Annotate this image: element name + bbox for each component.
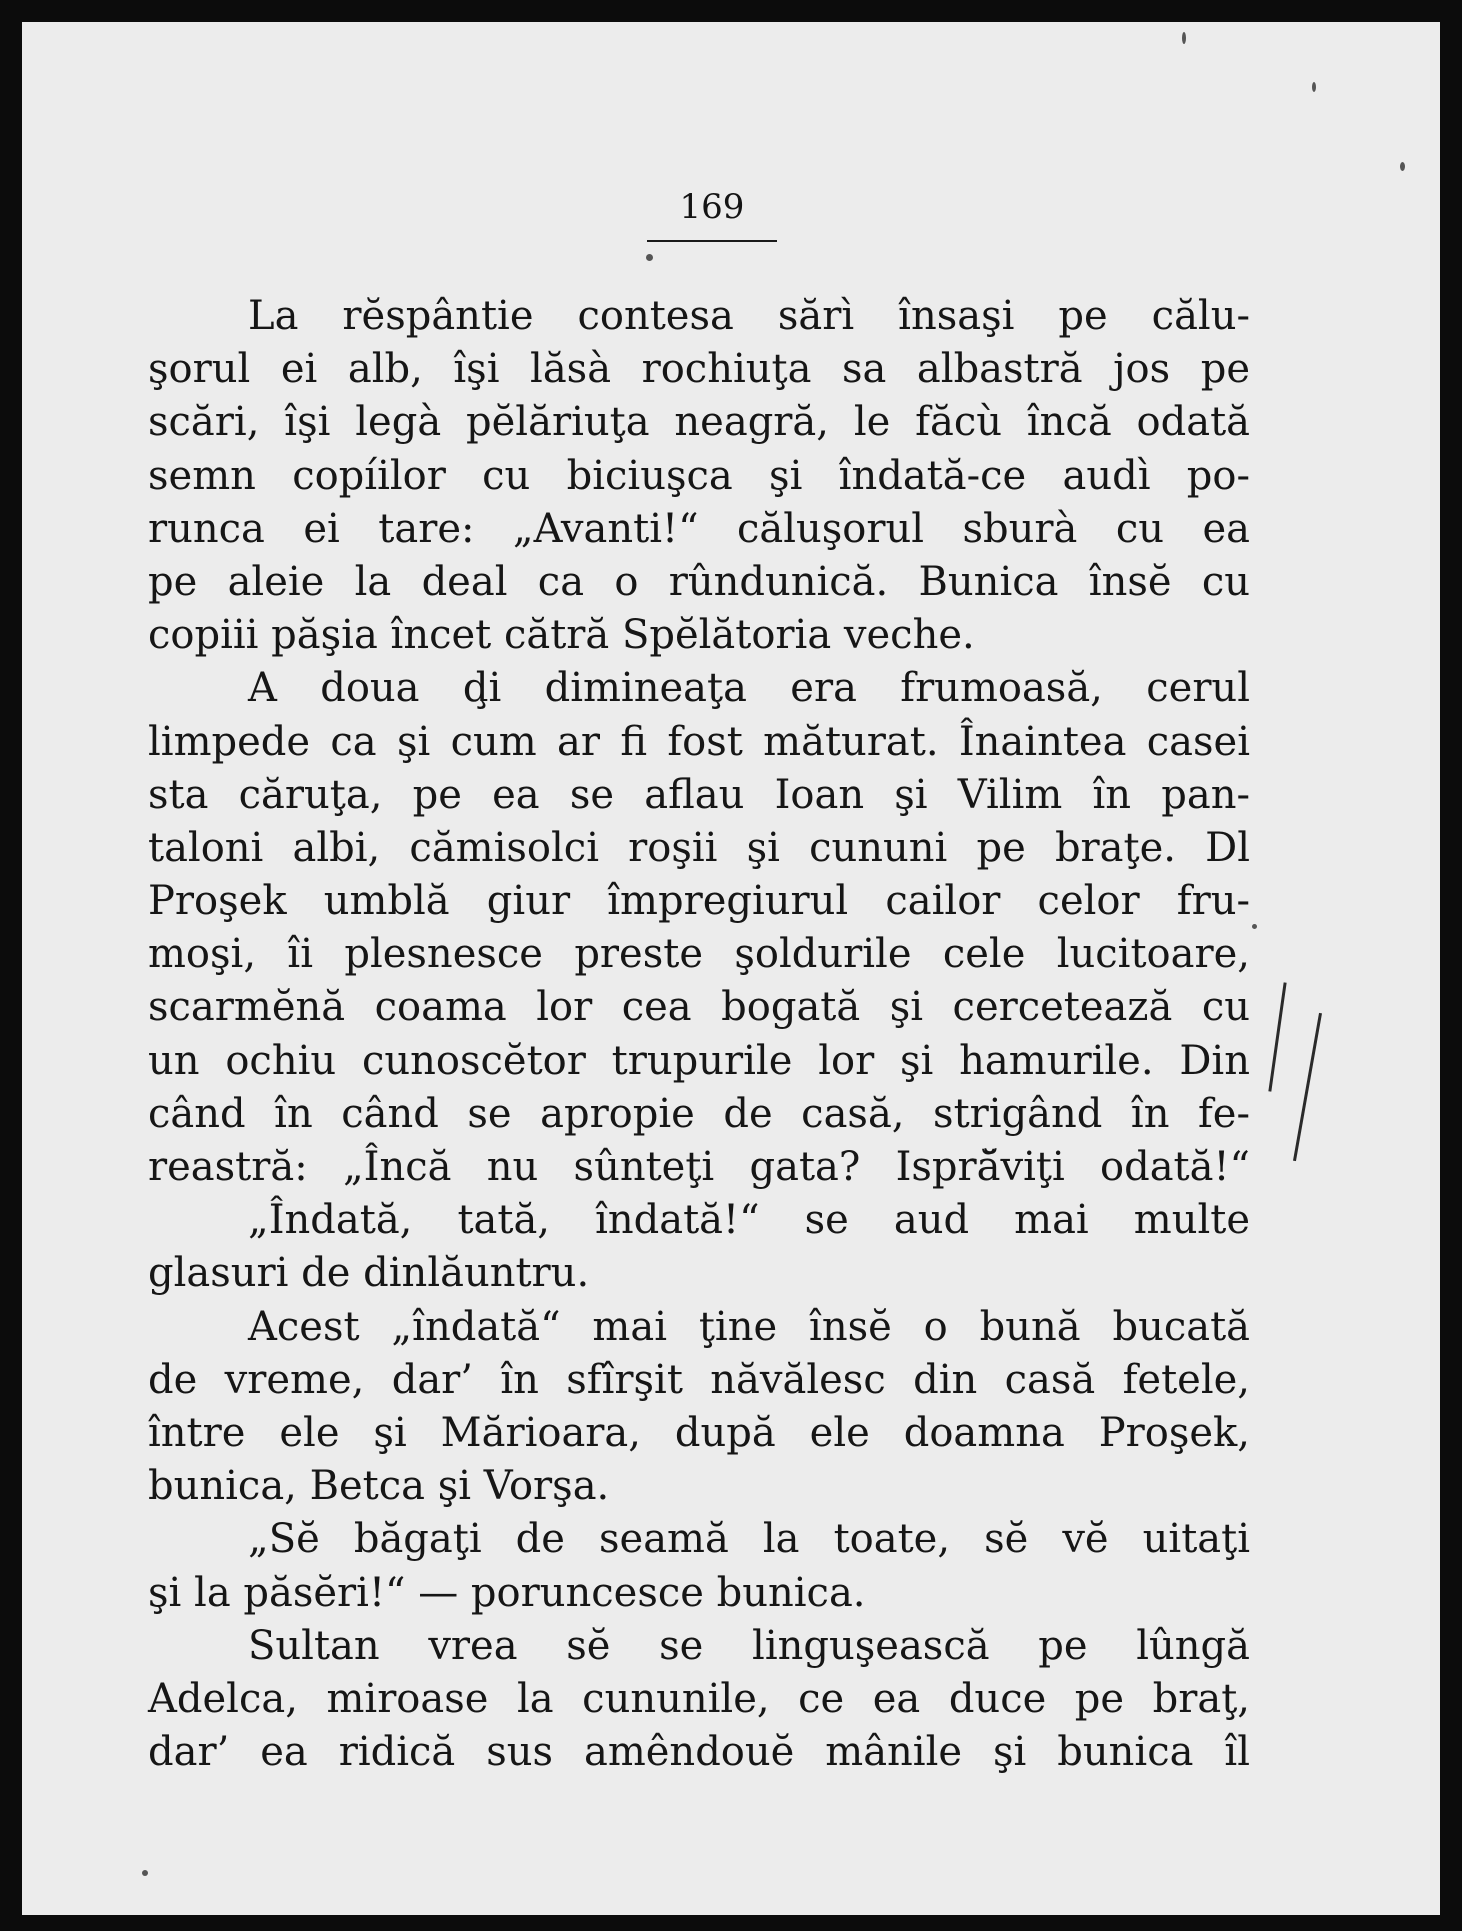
text-line: bunica, Betca şi Vorşa. bbox=[148, 1463, 610, 1510]
text-line: Sultan vrea sĕ se linguşească pe lûngă bbox=[248, 1622, 1250, 1669]
scan-speck bbox=[1312, 82, 1316, 92]
text-line: scări, îşi legà pĕlăriuţa neagră, le făcù încă odată bbox=[148, 399, 1250, 446]
text-line: copiii păşia încet cătră Spĕlătoria veche. bbox=[148, 612, 975, 659]
text-line: „Sĕ băgaţi de seamă la toate, sĕ vĕ uitaţi bbox=[248, 1516, 1250, 1563]
text-line: Adelca, miroase la cununile, ce ea duce pe braţ, bbox=[148, 1675, 1250, 1722]
text-line: de vreme, dar’ în sfîrşit năvălesc din casă fetele, bbox=[148, 1356, 1250, 1403]
text-line: moşi, îi plesnesce preste şoldurile cele lucitoare, bbox=[148, 931, 1250, 978]
text-line: scarmĕnă coama lor cea bogată şi cercetează cu bbox=[148, 984, 1250, 1031]
book-page bbox=[22, 22, 1440, 1915]
body-text bbox=[148, 290, 1250, 1779]
text-line: când în când se apropie de casă, strigând în fe- bbox=[148, 1090, 1250, 1137]
text-line: semn copíilor cu biciuşca şi îndată-ce audì po- bbox=[148, 452, 1250, 499]
scan-speck bbox=[1400, 162, 1405, 171]
text-line: şi la păsĕri!“ — poruncesce bunica. bbox=[148, 1569, 866, 1616]
scan-speck bbox=[646, 254, 653, 261]
text-line: un ochiu cunoscĕtor trupurile lor şi hamurile. Din bbox=[148, 1037, 1250, 1084]
page-number-rule bbox=[647, 240, 777, 242]
page-number: 169 bbox=[679, 187, 745, 227]
text-line: glasuri de dinlăuntru. bbox=[148, 1250, 590, 1297]
text-line: Proşek umblă giur împregiurul cailor celor fru- bbox=[148, 878, 1250, 925]
text-line: şorul ei alb, îşi lăsà rochiuţa sa albastră jos pe bbox=[148, 346, 1250, 393]
text-line: La rĕspântie contesa sărì însaşi pe călu- bbox=[248, 293, 1250, 339]
text-line: „Îndată, tată, îndată!“ se aud mai multe bbox=[248, 1197, 1250, 1244]
text-line: limpede ca şi cum ar fi fost măturat. Înaintea casei bbox=[148, 718, 1250, 765]
text-line: pe aleie la deal ca o rûndunică. Bunica însĕ cu bbox=[148, 558, 1250, 605]
text-line: A doua ḑi dimineaţa era frumoasă, cerul bbox=[248, 665, 1250, 712]
text-line: între ele şi Mărioara, după ele doamna Proşek, bbox=[148, 1409, 1250, 1456]
text-line: reastră: „Încă nu sûnteţi gata? Ispră̆viţi odată!“ bbox=[148, 1144, 1250, 1190]
text-line: runca ei tare: „Avanti!“ căluşorul sburà cu ea bbox=[148, 505, 1250, 552]
text-line: Acest „îndată“ mai ţine însĕ o bună bucată bbox=[248, 1303, 1250, 1350]
scan-speck bbox=[1182, 32, 1186, 44]
scan-speck bbox=[1252, 924, 1257, 929]
pencil-mark bbox=[1293, 1013, 1322, 1161]
text-line: dar’ ea ridică sus amêndouĕ mânile şi bunica îl bbox=[148, 1729, 1250, 1776]
text-line: taloni albi, cămisolci roşii şi cununi pe braţe. Dl bbox=[148, 824, 1250, 871]
text-line: sta căruţa, pe ea se aflau Ioan şi Vilim în pan- bbox=[148, 771, 1250, 818]
scan-speck bbox=[142, 1870, 148, 1876]
pencil-mark bbox=[1268, 982, 1286, 1091]
